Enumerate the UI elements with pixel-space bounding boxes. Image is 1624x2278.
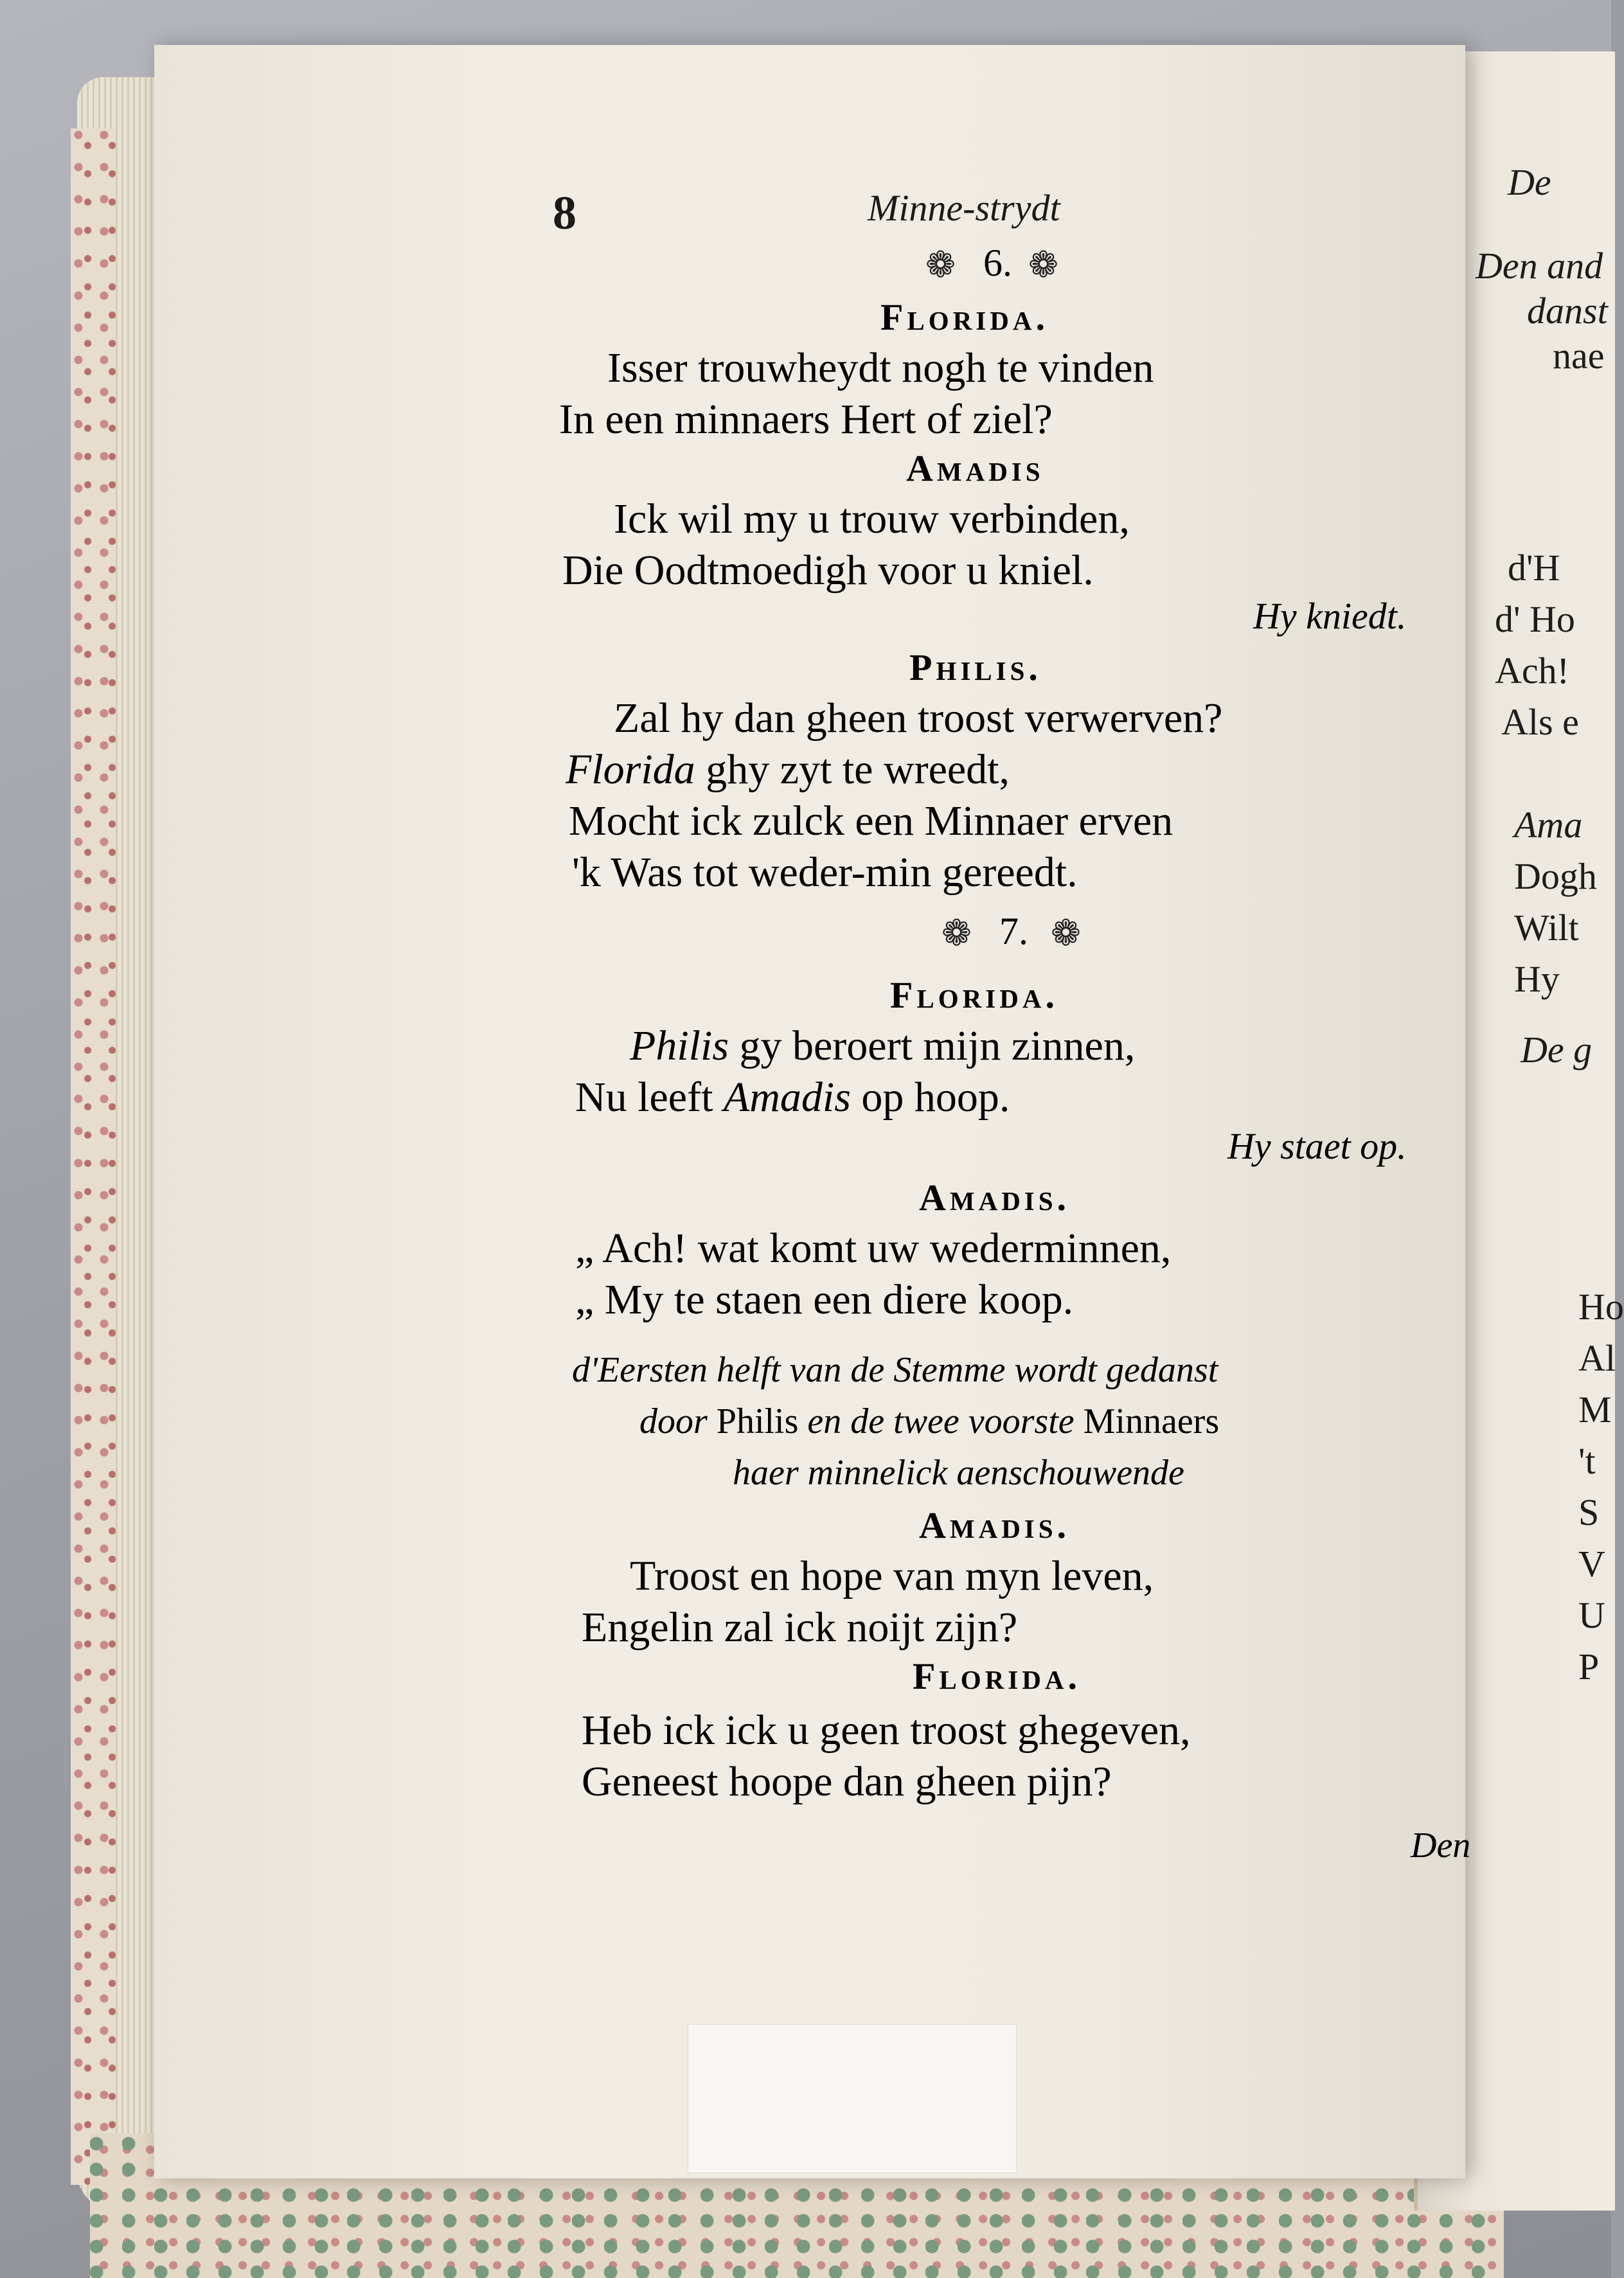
verse-line: Ick wil my u trouw verbinden, <box>614 495 1130 542</box>
note-name: Minnaers <box>1083 1402 1220 1441</box>
verse-line: Die Oodtmoedigh voor u kniel. <box>562 547 1094 594</box>
page-number: 8 <box>553 187 576 240</box>
verse-line <box>566 745 1010 794</box>
section-number: 7. <box>999 910 1028 952</box>
section-number: 6. <box>983 242 1012 284</box>
verse-line: Isser trouwheydt nogh te vinden <box>607 344 1154 391</box>
verse-line: Mocht ick zulck een Minnaer erven <box>569 797 1173 844</box>
speaker-name: Florida. <box>880 296 1049 338</box>
facing-fragment: danst <box>1527 290 1608 332</box>
name-italic: Amadis <box>723 1074 851 1121</box>
running-head: Minne-strydt <box>868 187 1060 229</box>
dance-note <box>639 1401 1219 1442</box>
verse-text: ghy zyt te wreedt, <box>695 746 1010 793</box>
facing-fragment: Wilt <box>1514 907 1579 948</box>
speaker-name: Philis. <box>909 646 1042 688</box>
verse-line <box>630 1022 1135 1071</box>
verse-text: op hoop. <box>850 1074 1010 1121</box>
verse-line: „ My te staen een diere koop. <box>575 1276 1074 1323</box>
facing-fragment: De <box>1508 161 1551 203</box>
flower-ornament-icon: ❁ <box>1028 245 1058 285</box>
facing-fragment: De g <box>1521 1029 1593 1071</box>
speaker-name: Amadis. <box>919 1177 1071 1218</box>
facing-fragment: Hy <box>1514 958 1560 1000</box>
verse-line <box>575 1073 1010 1122</box>
verse-text: Nu leeft <box>575 1074 724 1121</box>
verse-text: gy beroert mijn zinnen, <box>729 1022 1136 1069</box>
verse-line: In een minnaers Hert of ziel? <box>559 396 1053 443</box>
facing-fragment: Dogh <box>1514 855 1597 897</box>
facing-fragment: Den and <box>1476 245 1603 287</box>
speaker-name: Florida. <box>913 1655 1081 1697</box>
speaker-name: Amadis. <box>919 1504 1071 1546</box>
verse-line: Zal hy dan gheen troost verwerven? <box>614 695 1223 742</box>
verse-line: Geneest hoope dan gheen pijn? <box>582 1758 1112 1805</box>
name-italic: Philis <box>630 1022 729 1069</box>
name-italic: Florida <box>566 746 695 793</box>
verse-line: Troost en hope van myn leven, <box>630 1553 1154 1599</box>
facing-fragment: P <box>1578 1646 1600 1687</box>
facing-fragment: M <box>1578 1389 1612 1430</box>
note-text: en de twee voorste <box>798 1402 1084 1441</box>
verse-line: Heb ick ick u geen troost ghegeven, <box>582 1707 1191 1754</box>
verse-line: Engelin zal ick noijt zijn? <box>582 1604 1018 1651</box>
facing-fragment: 't <box>1578 1440 1596 1482</box>
stage-direction: Hy kniedt. <box>1253 595 1407 637</box>
marbled-binding <box>71 129 116 2185</box>
note-text: door <box>639 1402 717 1441</box>
flower-ornament-icon: ❁ <box>941 914 972 954</box>
facing-fragment: Ama <box>1514 804 1583 846</box>
facing-fragment: Al <box>1578 1337 1616 1379</box>
facing-fragment: Ach! <box>1495 650 1569 691</box>
dance-note: d'Eersten helft van de Stemme wordt gedanst <box>572 1350 1218 1390</box>
verse-line: „ Ach! wat komt uw wederminnen, <box>575 1225 1172 1272</box>
facing-fragment: Als e <box>1501 701 1579 743</box>
note-name: Philis <box>716 1402 799 1441</box>
facing-fragment: S <box>1578 1491 1600 1533</box>
facing-fragment: d'H <box>1508 547 1560 589</box>
catchword: Den <box>1411 1826 1471 1865</box>
speaker-name: Florida. <box>890 974 1058 1016</box>
dance-note: haer minnelick aenschouwende <box>733 1453 1184 1493</box>
speaker-name: Amadis <box>906 447 1044 489</box>
facing-fragment: U <box>1578 1594 1605 1636</box>
facing-fragment: nae <box>1553 335 1605 377</box>
facing-fragment: d' Ho <box>1495 598 1575 640</box>
stage-direction: Hy staet op. <box>1227 1125 1407 1167</box>
flower-ornament-icon: ❁ <box>1051 914 1081 954</box>
verse-line: 'k Was tot weder-min gereedt. <box>572 849 1078 896</box>
flower-ornament-icon: ❁ <box>925 245 956 285</box>
facing-fragment: Ho <box>1578 1286 1624 1328</box>
paper-label-strip <box>688 2024 1017 2173</box>
facing-fragment: V <box>1578 1543 1605 1585</box>
